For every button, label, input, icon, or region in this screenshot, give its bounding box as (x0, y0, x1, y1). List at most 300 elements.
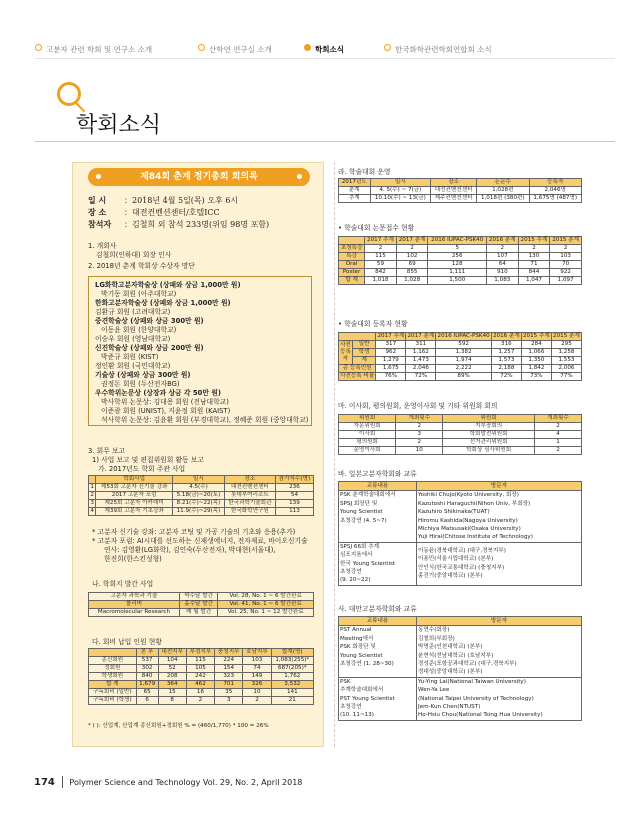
table-cell: 3 (396, 431, 443, 439)
nav-item-active[interactable]: 학회소식 (315, 45, 344, 54)
table-cell: 115 (186, 657, 214, 665)
table-cell: 2,046명 (529, 187, 582, 195)
award-line: 이동윤 회원 (한양대학교) (101, 326, 177, 334)
table-row (89, 681, 314, 689)
table-cell: 102 (396, 253, 428, 261)
top-nav (0, 40, 625, 60)
award-line: 우수학위논문상 (상장과 상금 각 50만 원) (95, 389, 221, 397)
table-cell: 1,382 (436, 349, 492, 357)
table-cell: 10 (396, 447, 443, 455)
table-cell: 3 (90, 500, 94, 506)
table-cell: 정회원 (89, 665, 137, 673)
table-cell: 4. 5(수) ~ 7(금) (370, 187, 431, 195)
taiwan-exchange-table (338, 616, 582, 721)
table-cell: 1,675명 (487명) (529, 195, 582, 203)
exchange-event-line: PSK 회장단 및 (340, 644, 376, 651)
exchange-event-line: SPSJ 66회 추계 (340, 543, 380, 550)
table-row (89, 484, 314, 492)
nav-item[interactable]: 고분자 관련 학회 및 연구소 소개 (46, 45, 153, 54)
table-cell: 910 (486, 269, 518, 277)
dues-note: * ( ): 산업계, 산업계 종신회원+정회원 % = (460/1,770) * 100 = 26% (88, 723, 269, 729)
dues-table (88, 648, 314, 705)
table-row (339, 431, 582, 439)
table-cell: 총 등록인원 (339, 365, 376, 373)
table-cell: 대전컨벤션센터 (224, 484, 275, 492)
exchange-visitor-line: Michiya Matsusaki(Osaka University) (418, 526, 521, 533)
table-row (89, 657, 314, 665)
table-cell: 2 (365, 245, 397, 253)
table-header-row (339, 617, 582, 626)
table-cell: 224 (215, 657, 243, 665)
table-cell: 2,046 (406, 365, 436, 373)
section-subheading: 가. 2017년도 학회 주관 사업 (98, 465, 186, 473)
table-cell: 1,066 (521, 349, 551, 357)
table-cell: 76% (376, 373, 406, 381)
table-cell: 구독회비 (학생) (89, 697, 137, 705)
table-cell: 사전등록 비율 (340, 373, 375, 379)
table-cell: 특강 (339, 253, 365, 261)
table-cell: 2,188 (491, 365, 521, 373)
section-subheading: • 학술대회 논문접수 현황 (338, 224, 415, 232)
table-header-cell: 학회사업 (96, 476, 173, 484)
exchange-visitor-line: Yoshiki Chujo(Kyoto University, 회장) (418, 492, 519, 499)
table-cell: 107 (486, 253, 518, 261)
table-cell: 학생회원 (89, 673, 137, 681)
table-header-cell: 장소 (224, 476, 275, 484)
table-header-cell: 방문자 (417, 617, 582, 626)
table-cell: 15 (158, 689, 186, 697)
table-row (339, 423, 582, 431)
table-header-cell: 개최횟수 (534, 415, 581, 423)
table-cell: 11.9(수)~29(목) (173, 508, 225, 516)
table-cell: 77% (551, 373, 581, 381)
table-cell: 일반 (353, 341, 376, 349)
table-cell: 추계 (339, 195, 371, 203)
exchange-visitor-line: 정대성(중앙대학교) (본부) (418, 669, 483, 676)
table-header-cell: 교류내용 (339, 617, 417, 626)
exchange-visitor-line: Hiromu Kashida(Nagoya University) (418, 517, 518, 524)
table-cell: 홀수달 발간 (179, 601, 217, 609)
table-header-cell (89, 476, 96, 484)
meeting-title-bar (88, 168, 310, 186)
section-heading: 1. 개회사 (88, 242, 117, 250)
table-cell: 104 (158, 657, 186, 665)
award-line: 기술상 (상패와 상금 300만 원) (95, 371, 191, 379)
committee-table (338, 414, 582, 455)
table-cell: 3,532 (271, 681, 313, 689)
table-cell: 한국화학연구원 (224, 508, 275, 516)
table-cell: 537 (136, 657, 158, 665)
table-cell: 제주컨벤션센터 (431, 195, 477, 203)
table-header-cell: 2015 추계 (518, 237, 550, 245)
exchange-visitor-line: Ho-Hsiu Chou(National Tsing Hua University) (418, 712, 543, 719)
exchange-visitor-line: Yuji Hirai(Chitose Institute of Technology) (418, 534, 533, 541)
table-header-cell: 2017 추계 (377, 333, 405, 339)
page-number: 174 (34, 777, 55, 788)
table-cell: 폴리머 (89, 601, 180, 609)
table-cell: 284 (521, 341, 551, 349)
exchange-visitor-cell (417, 491, 582, 542)
page-title: 학회소식 (76, 113, 162, 138)
exchange-event-line: 초청강연 (1. 28~30) (340, 661, 394, 668)
table-cell: 2 (90, 492, 94, 498)
table-row (339, 626, 582, 677)
nav-bullet-icon (35, 44, 42, 51)
table-header-row (339, 415, 582, 423)
table-header-cell: 충청지부 (215, 649, 243, 657)
table-cell: 592 (436, 341, 492, 349)
exchange-visitor-line: 안인식(한국교통대학교) (충청지부) (418, 564, 505, 571)
table-cell: 1,258 (551, 349, 581, 357)
meeting-info-label: 참석자 (88, 219, 112, 229)
registration-table (338, 332, 582, 381)
exchange-event-line: 초청강연 (4. 5~7) (340, 517, 387, 524)
title-divider (35, 141, 615, 142)
exchange-visitor-line: 홍진기(중앙대학교) (본부) (418, 573, 483, 580)
table-cell: 2 (486, 245, 518, 253)
table-cell: 제53회 고분자 신기술 강좌 (96, 484, 173, 492)
table-cell: 운영이사회 (339, 447, 396, 455)
table-row (89, 500, 314, 508)
table-cell: 2017 고분자 포럼 (96, 492, 173, 500)
table-cell: 1,473 (406, 357, 436, 365)
exchange-visitor-cell (417, 542, 582, 585)
exchange-visitor-line: 동현수(회장) (418, 627, 450, 634)
table-header-cell (339, 237, 365, 245)
exchange-event-line: PST Young Scientist (340, 695, 395, 702)
table-cell: 54 (275, 492, 313, 500)
table-cell: Poster (339, 269, 365, 277)
table-cell: Oral (339, 261, 365, 269)
table-cell: 323 (215, 673, 243, 681)
table-cell: 학생 (353, 349, 376, 357)
table-row (339, 195, 582, 203)
table-cell: 1,679 (136, 681, 158, 689)
section-subheading: 1) 사업 보고 및 편집위원회 활동 보고 (92, 456, 204, 464)
table-header-cell: 부경지부 (186, 649, 214, 657)
table-row (89, 673, 314, 681)
table-header-cell: 대전지부 (158, 649, 186, 657)
table-cell: 311 (406, 341, 436, 349)
table-cell: 3 (215, 697, 243, 705)
table-cell: 2 (534, 447, 581, 455)
awards-box (88, 276, 312, 426)
table-cell: 842 (365, 269, 397, 277)
exchange-event-line: PSK 춘계학술대회에서 (340, 492, 396, 499)
table-cell: 평의원회 (339, 439, 396, 447)
table-cell: 짝수달 발간 (179, 593, 217, 601)
award-line: 중견학술상 (상패와 상금 300만 원) (95, 317, 204, 325)
table-cell: 701 (215, 681, 243, 689)
table-header-cell: 2017년도 (339, 179, 371, 187)
nav-divider (35, 58, 615, 59)
nav-item[interactable]: 산학연 연구실 소개 (209, 45, 272, 54)
table-cell: 1,762 (271, 673, 313, 681)
table-cell: 326 (243, 681, 271, 689)
table-cell: 4 (534, 431, 581, 439)
table-cell: 922 (550, 269, 582, 277)
meeting-title: 제84회 춘계 정기총회 회의록 (140, 172, 258, 182)
table-cell: 71 (518, 261, 550, 269)
table-header-cell: 2015 춘계 (553, 333, 580, 339)
events-note-line: * 고분자 포럼: AI시대를 선도하는 신재생에너지, 전자재료, 바이오신기술 (92, 537, 308, 545)
section-subheading: 라. 학술대회 운영 (338, 168, 391, 176)
table-cell: 1,162 (406, 349, 436, 357)
table-header-cell: 참가자수(명) (275, 476, 313, 484)
table-header-cell: 2016 춘계 (492, 333, 520, 339)
table-header-cell: 본 부 (136, 649, 158, 657)
table-cell: 74 (243, 665, 271, 673)
table-row (339, 245, 582, 253)
table-cell: 제25회 고분자 아카데미 (96, 500, 173, 508)
section-text: 김철희(인하대) 회장 인사 (96, 251, 172, 259)
table-header-cell: 2017 춘계 (407, 333, 435, 339)
table-header-row (339, 333, 582, 341)
table-header-cell: 2016 IUPAC-PSK40 (437, 333, 490, 339)
table-row (339, 491, 582, 542)
table-cell: 제39회 고분자 기초강좌 (96, 508, 173, 516)
nav-bullet-icon (384, 44, 391, 51)
table-cell: 2 (518, 245, 550, 253)
exchange-event-line: PST Annual (340, 627, 372, 634)
section-subheading: 마. 이사회, 평의원회, 운영이사회 및 기타 위원회 회의 (338, 402, 498, 410)
meeting-info-value: ：김철희 외 참석 233명(위임 98명 포함) (124, 220, 270, 229)
table-row-group: 사전 등록자 (339, 341, 353, 365)
table-cell: 21 (271, 697, 313, 705)
table-cell: 2 (243, 697, 271, 705)
table-header-row (339, 237, 582, 245)
table-row (89, 492, 314, 500)
conference-table (338, 178, 582, 203)
table-cell: 1,028편 (477, 187, 529, 195)
table-cell: 자문위원회 (339, 423, 396, 431)
table-cell: 236 (275, 484, 313, 492)
exchange-event-line: 추계학술대회에서 (340, 687, 384, 694)
table-cell: 1,257 (491, 349, 521, 357)
table-cell: 5 (428, 245, 487, 253)
table-cell: Macromolecular Research (89, 609, 180, 617)
table-cell: 4 (90, 508, 94, 514)
award-line: 이승우 회원 (영남대학교) (95, 335, 171, 343)
table-cell: 종신회원 (89, 657, 137, 665)
journal-citation: Polymer Science and Technology Vol. 29, No. 2, April 2018 (69, 778, 303, 787)
events-table (88, 475, 314, 516)
table-cell: 10.10(수) ~ 13(금) (370, 195, 431, 203)
footer-divider (62, 776, 63, 788)
exchange-event-line: 초청강연 (340, 569, 362, 576)
table-cell: 844 (518, 269, 550, 277)
table-cell: 16 (186, 689, 214, 697)
table-cell: 103 (550, 253, 582, 261)
section-heading: 2. 2018년 춘계 학회상 수상자 명단 (88, 262, 195, 270)
table-cell: 139 (275, 500, 313, 508)
table-header-row (89, 476, 314, 484)
table-header-row (339, 179, 582, 187)
award-line: 김환규 회원 (고려대학교) (95, 308, 171, 316)
table-cell: 지부장회의 (443, 423, 535, 431)
table-header-cell: 합계(명) (271, 649, 313, 657)
table-row (339, 341, 582, 349)
table-cell: 1,675 (376, 365, 406, 373)
table-cell: 1 (534, 439, 581, 447)
exchange-event-cell (339, 626, 417, 677)
exchange-event-line: 한국 Young Scientist (340, 560, 396, 567)
table-row (339, 269, 582, 277)
table-cell: 고분자 과학과 기술 (89, 593, 180, 601)
table-cell: 춘계 (339, 187, 371, 195)
section-subheading: 나. 학회지 발간 사업 (92, 580, 154, 588)
exchange-event-line: Young Scientist (340, 509, 383, 516)
table-header-cell: 일시 (173, 476, 225, 484)
table-cell: 2,222 (436, 365, 492, 373)
table-header-cell: 호남지부 (243, 649, 271, 657)
table-cell: 1 (90, 484, 94, 490)
table-cell: 1,573 (491, 357, 521, 365)
table-cell: 이사회 (339, 431, 396, 439)
table-cell: 1,974 (436, 357, 492, 365)
table-header-cell: 등록자 (529, 179, 582, 187)
table-cell: 73% (521, 373, 551, 381)
award-line: 이준광 회원 (UNIST), 지윤정 회원 (KAIST) (101, 407, 231, 415)
table-cell: 141 (271, 689, 313, 697)
table-cell: 72% (491, 373, 521, 381)
table-cell: Vol. 25, No. 1 ~ 12 발간완료 (218, 609, 314, 617)
table-cell: 계 (353, 357, 376, 365)
exchange-visitor-line: 이용민(서울시립대학교) (본부) (418, 556, 494, 563)
section-heading: 3. 회무 보고 (88, 447, 126, 455)
table-cell: 초청특강 (339, 245, 365, 253)
events-note-line: 한진희(한스킨성형) (104, 555, 162, 563)
exchange-visitor-line: Yu-Ying Lai(National Taiwan University) (418, 678, 526, 685)
exchange-visitor-line: 이동윤(경북대학교) (대구,경북지부) (418, 548, 506, 555)
table-header-cell: 2015 추계 (522, 333, 550, 339)
table-cell: 8.21(수)~22(목) (173, 500, 225, 508)
exchange-visitor-line: 김철희(부회장) (418, 635, 455, 642)
table-cell: 합 계 (339, 277, 365, 285)
table-cell: 한국과학기술회관 (224, 500, 275, 508)
table-row (89, 609, 314, 617)
table-cell: Vol. 28, No. 1 ~ 6 발간완료 (218, 593, 314, 601)
table-row (89, 697, 314, 705)
exchange-event-line: Meeting에서 (340, 635, 374, 642)
events-note-line: 연사: 김영환(LG화학), 김인숙(두산전자), 박대현(서울대), (104, 546, 276, 554)
table-cell: 5.18(금)~20(토) (173, 492, 225, 500)
section-subheading: 사. 대만고분자학회와 교류 (338, 605, 417, 613)
table-cell: 학회발전위원회 (443, 431, 535, 439)
table-cell: 4.5(수) (173, 484, 225, 492)
table-header-cell: 위원회 (443, 415, 535, 423)
exchange-visitor-line: 윤현석(전남대학교) (호남지부) (418, 652, 494, 659)
table-cell: 242 (186, 673, 214, 681)
table-cell: 매 월 발간 (179, 609, 217, 617)
table-row (89, 665, 314, 673)
exchange-event-line: Young Scientist (340, 652, 383, 659)
table-cell: 2 (186, 697, 214, 705)
table-cell: 113 (275, 508, 313, 516)
table-header-cell (89, 649, 137, 657)
table-row (339, 677, 582, 720)
table-cell: 962 (376, 349, 406, 357)
table-cell: 2 (550, 245, 582, 253)
award-line: 석사학위 논문상: 김윤환 회원 (부경대학교), 정혜준 회원 (중앙대학교) (101, 416, 309, 424)
table-cell: 8 (158, 697, 186, 705)
table-header-cell: 논문수 (477, 179, 529, 187)
exchange-visitor-cell (417, 626, 582, 677)
table-cell: 128 (428, 261, 487, 269)
table-row (339, 542, 582, 585)
table-cell: 2,006 (551, 365, 581, 373)
nav-bullet-active-icon (304, 44, 311, 51)
table-cell: 687(205)* (271, 665, 313, 673)
table-cell: 64 (486, 261, 518, 269)
table-cell: 105 (186, 665, 214, 673)
table-cell: 대전컨벤션센터 (431, 187, 477, 195)
meeting-info-value: ：대전컨벤션센터/호텔ICC (124, 208, 220, 217)
table-cell: 학회상 심사위원회 (443, 447, 535, 455)
exchange-event-line: (9. 20~22) (340, 577, 371, 584)
table-cell: 35 (215, 689, 243, 697)
table-header-cell: 방문자 (417, 482, 582, 491)
table-cell: 합 계 (89, 681, 137, 689)
award-line: 한화고분자학술상 (상패와 상금 1,000만 원) (95, 299, 231, 307)
table-header-cell: 2015 춘계 (550, 237, 582, 245)
section-subheading: 바. 일본고분자학회와 교류 (338, 470, 417, 478)
table-row (89, 601, 314, 609)
table-cell: 1,083 (486, 277, 518, 285)
table-cell: 154 (215, 665, 243, 673)
table-cell: 317 (376, 341, 406, 349)
table-header-cell: 2016 IUPAC-PSK40 (428, 237, 487, 245)
meeting-info-row (88, 196, 238, 206)
table-row (339, 187, 582, 195)
table-cell: 65 (136, 689, 158, 697)
table-row (89, 593, 314, 601)
table-row (89, 508, 314, 516)
table-cell: 840 (136, 673, 158, 681)
table-row (339, 447, 582, 455)
exchange-visitor-line: 박명준(인천대학교) (본부) (418, 644, 483, 651)
meeting-info-row (88, 220, 269, 230)
table-row (339, 261, 582, 269)
award-line: 박기동 회원 (아주대학교) (101, 290, 177, 298)
table-header-row (339, 482, 582, 491)
table-cell: 2 (396, 245, 428, 253)
nav-item[interactable]: 한국화학관련학회연합회 소식 (395, 45, 492, 54)
table-cell: 1,279 (376, 357, 406, 365)
table-row (339, 277, 582, 285)
table-cell: 1,111 (428, 269, 487, 277)
table-header-cell (339, 333, 376, 341)
table-cell: 59 (365, 261, 397, 269)
table-cell: 115 (365, 253, 397, 261)
table-cell: 6 (136, 697, 158, 705)
table-cell: 2 (396, 423, 443, 431)
table-header-cell: 일시 (370, 179, 431, 187)
exchange-visitor-line: Kazutoshi Haraguchi(Nihon Univ, 부회장) (418, 500, 531, 507)
exchange-event-line: SPSJ 회장단 및 (340, 500, 378, 507)
table-cell: 1,047 (518, 277, 550, 285)
table-cell: 208 (158, 673, 186, 681)
exchange-event-line: PSK (340, 678, 351, 685)
japan-exchange-table (338, 481, 582, 586)
exchange-visitor-cell (417, 677, 582, 720)
table-header-cell: 2017 춘계 (396, 237, 428, 245)
table-row (339, 357, 582, 365)
award-line: 신진학술상 (상패와 상금 200만 원) (95, 344, 204, 352)
table-cell: 364 (158, 681, 186, 689)
table-cell: 130 (518, 253, 550, 261)
exchange-event-cell (339, 542, 417, 585)
